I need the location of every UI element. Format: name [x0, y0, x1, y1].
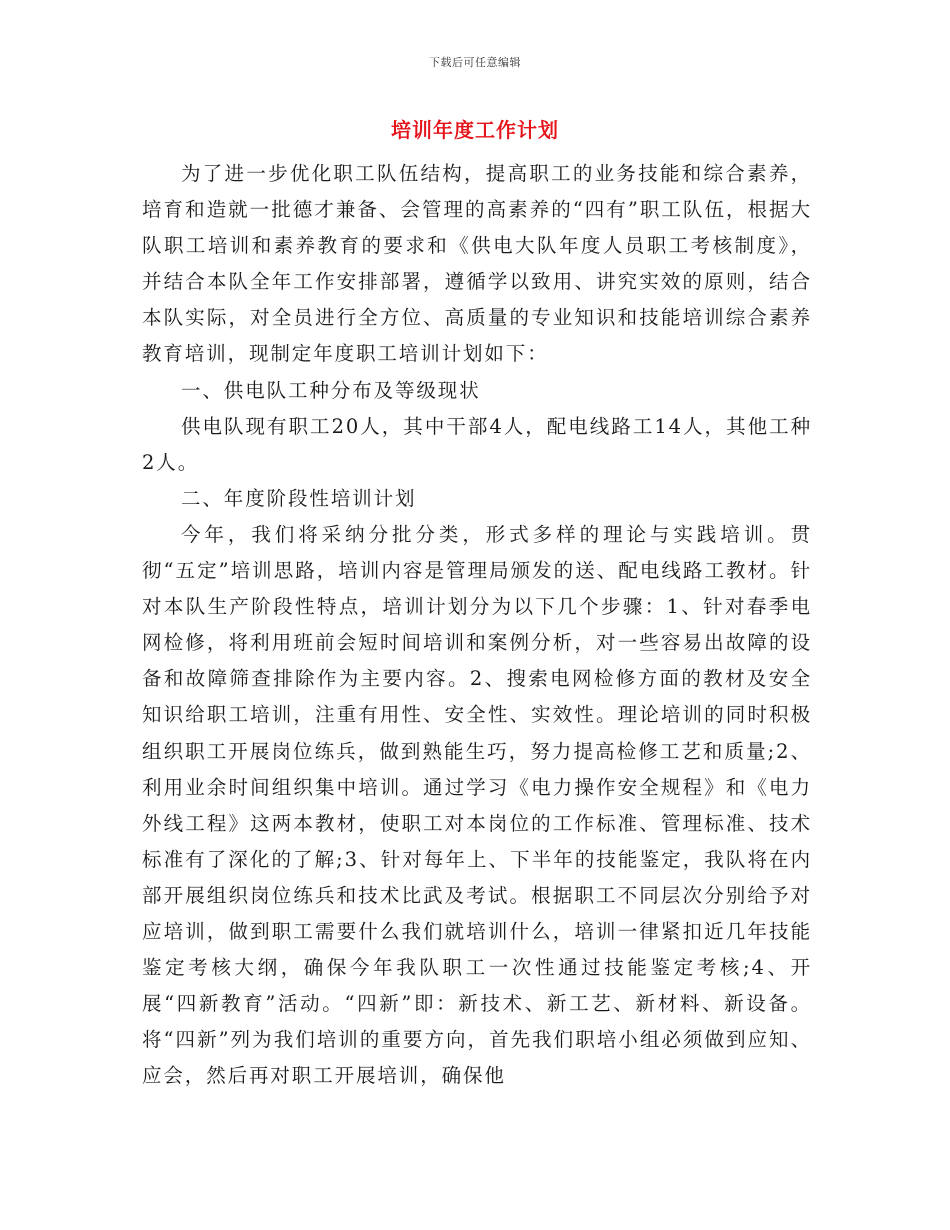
section-heading-1: 一、供电队工种分布及等级现状 — [181, 378, 481, 402]
paragraph-intro: 为了进一步优化职工队伍结构，提高职工的业务技能和综合素养，培育和造就一批德才兼备、会管理的高素养的“四有”职工队伍，根据大队职工培训和素养教育的要求和《供电大队年度人员职工考核制度》，并结合本队全年工作安排部署，遵循学以致用、讲究实效的原则，结合本队实际，对全员进行全方位、高质量的专业知识和技能培训综合素养教育培训，现制定年度职工培训计划如下： — [142, 162, 812, 366]
document-title: 培训年度工作计划 — [391, 118, 559, 142]
paragraph-staff: 供电队现有职工20人，其中干部4人，配电线路工14人，其他工种2人。 — [142, 414, 812, 474]
section-heading-2: 二、年度阶段性培训计划 — [181, 486, 417, 510]
paragraph-plan: 今年，我们将采纳分批分类，形式多样的理论与实践培训。贯彻“五定”培训思路，培训内容是管理局颁发的送、配电线路工教材。针对本队生产阶段性特点，培训计划分为以下几个步骤：1、针对春季电网检修，将利用班前会短时间培训和案例分析，对一些容易出故障的设备和故障筛查排除作为主要内容。2、搜索电网检修方面的教材及安全知识给职工培训，注重有用性、安全性、实效性。理论培训的同时积极组织职工开展岗位练兵，做到熟能生巧，努力提高检修工艺和质量;2、利用业余时间组织集中培训。通过学习《电力操作安全规程》和《电力外线工程》这两本教材，使职工对本岗位的工作标准、管理标准、技术标准有了深化的了解;3、针对每年上、下半年的技能鉴定，我队将在内部开展组织岗位练兵和技术比武及考试。根据职工不同层次分别给予对应培训，做到职工需要什么我们就培训什么，培训一律紧扣近几年技能鉴定考核大纲，确保今年我队职工一次性通过技能鉴定考核;4、开展“四新教育”活动。“四新”即：新技术、新工艺、新材料、新设备。将“四新”列为我们培训的重要方向，首先我们职培小组必须做到应知、应会，然后再对职工开展培训，确保他 — [142, 522, 812, 1088]
document-body — [142, 156, 812, 1094]
header-note: 下载后可任意编辑 — [429, 56, 521, 69]
